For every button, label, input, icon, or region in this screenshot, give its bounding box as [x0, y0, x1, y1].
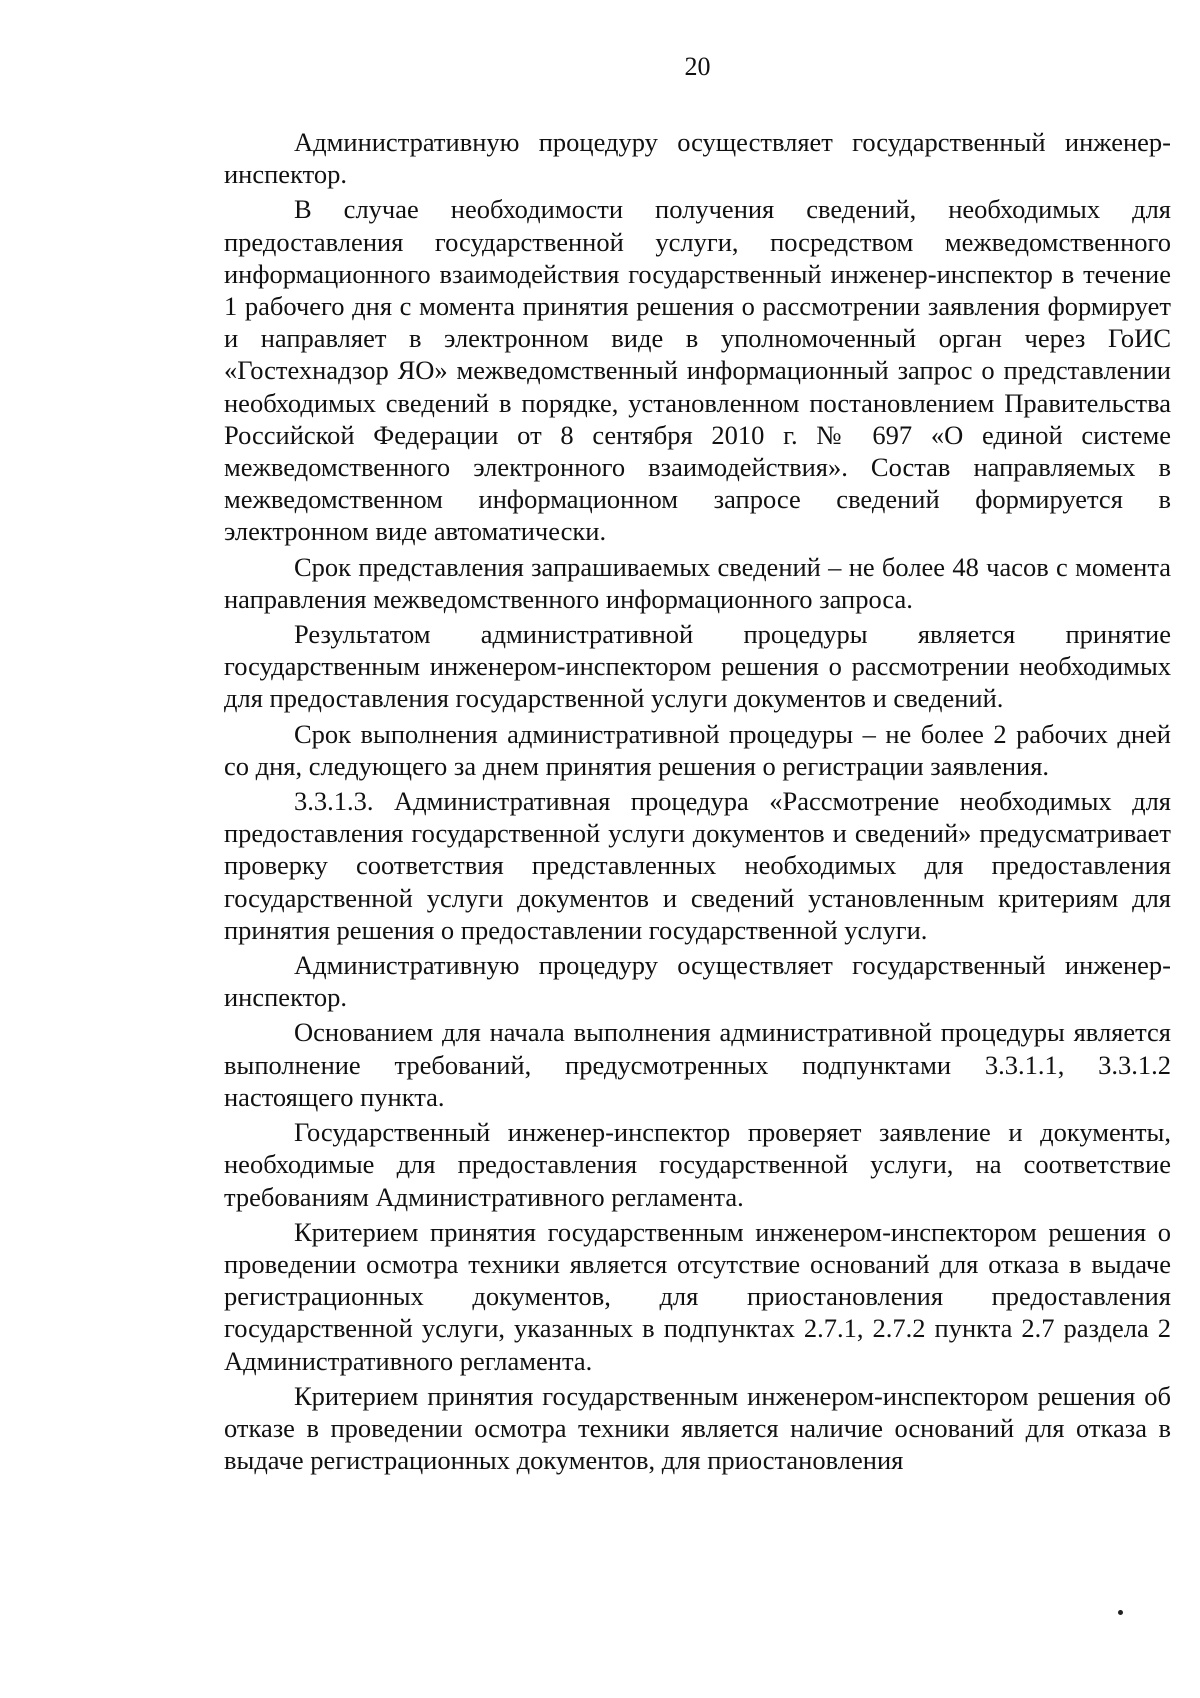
paragraph-10: Критерием принятия государственным инженером-инспектором решения о проведении осмотра техники является отсутствие оснований для отказа в выдаче регистрационных документов, для приостановления предоставления государственной услуги, указанных в подпунктах 2.7.1, 2.7.2 пункта 2.7 раздела 2 Административного регламента. [224, 1216, 1171, 1376]
scan-speck [1118, 1610, 1123, 1615]
paragraph-6: 3.3.1.3. Административная процедура «Рассмотрение необходимых для предоставления государственной услуги документов и сведений» предусматривает проверку соответствия представленных необходимых для предоставления государственной услуги документов и сведений установленным критериям для принятия решения о предоставлении государственной услуги. [224, 786, 1171, 945]
paragraph-5: Срок выполнения административной процедуры – не более 2 рабочих дней со дня, следующего за днем принятия решения о регистрации заявления. [224, 718, 1171, 781]
paragraph-9: Государственный инженер-инспектор проверяет заявление и документы, необходимые для предоставления государственной услуги, на соответствие требованиям Административного регламента. [224, 1117, 1171, 1212]
paragraph-4: Результатом административной процедуры является принятие государственным инженером-инспектором решения о рассмотрении необходимых для предоставления государственной услуги документов и сведений. [224, 619, 1171, 714]
document-body [224, 126, 1171, 1479]
paragraph-11: Критерием принятия государственным инженером-инспектором решения об отказе в проведении осмотра техники является наличие оснований для отказа в выдаче регистрационных документов, для приостановления [224, 1380, 1171, 1476]
paragraph-3: Срок представления запрашиваемых сведений – не более 48 часов с момента направления межведомственного информационного запроса. [224, 551, 1171, 614]
paragraph-8: Основанием для начала выполнения административной процедуры является выполнение требований, предусмотренных подпунктами 3.3.1.1, 3.3.1.2 настоящего пункта. [224, 1017, 1171, 1112]
paragraph-2: В случае необходимости получения сведений, необходимых для предоставления государственной услуги, посредством межведомственного информационного взаимодействия государственный инженер-инспектор в течение 1 рабочего дня с момента принятия решения о рассмотрении заявления формирует и направляет в электронном виде в уполномоченный орган через ГоИС «Гостехнадзор ЯО» межведомственный информационный запрос о представлении необходимых сведений в порядке, установленном постановлением Правительства Российской Федерации от 8 сентября 2010 г. № 697 «О единой системе межведомственного электронного взаимодействия». Состав направляемых в межведомственном информационном запросе сведений формируется в электронном виде автоматически. [224, 194, 1171, 547]
paragraph-7: Административную процедуру осуществляет государственный инженер-инспектор. [224, 950, 1171, 1013]
paragraph-1: Административную процедуру осуществляет государственный инженер-инспектор. [224, 127, 1171, 190]
page-number: 20 [684, 52, 711, 81]
